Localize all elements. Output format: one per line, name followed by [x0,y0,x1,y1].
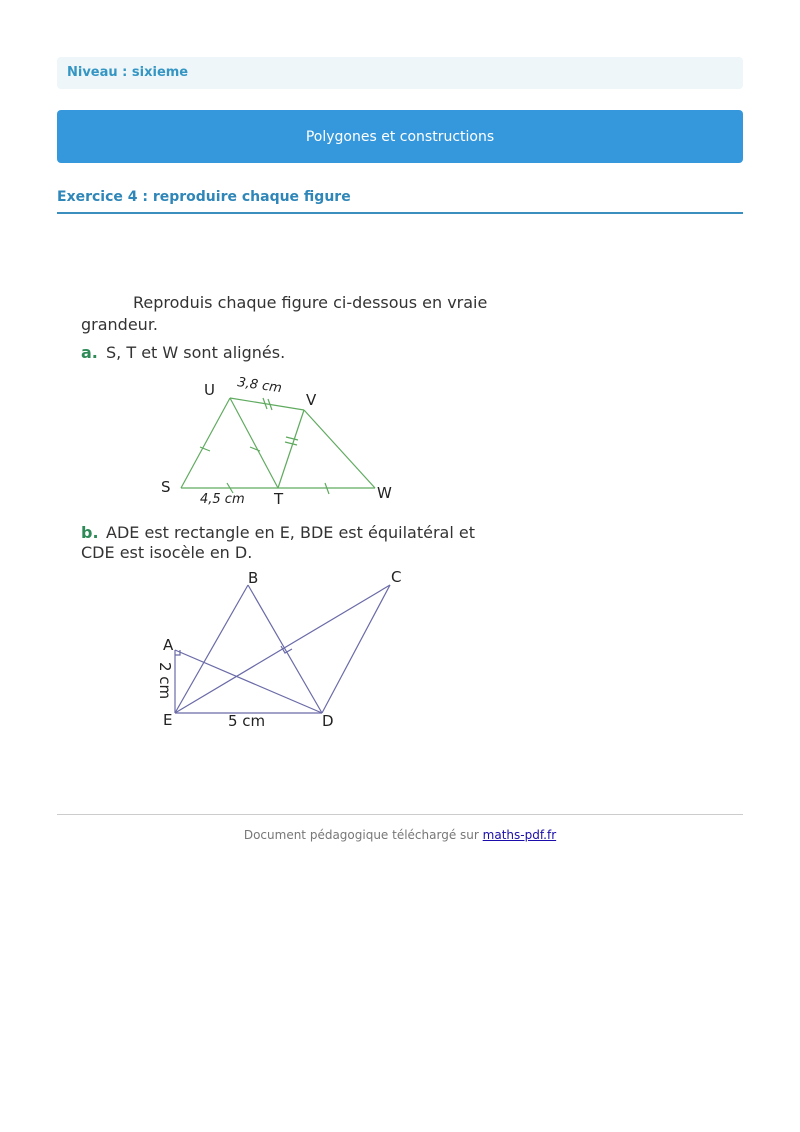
tick-vt-1 [286,437,298,440]
footer-text: Document pédagogique téléchargé sur [243,828,479,842]
chapter-title-banner [57,110,743,163]
tick-ut [250,447,260,451]
label-v: V [306,391,317,409]
label-d: D [322,712,334,730]
level-label: Niveau : sixieme [67,65,189,80]
footer [57,828,743,842]
label-b: B [248,569,259,587]
length-ed: 5 cm [228,712,266,730]
segment-vw [304,410,375,488]
exercise-figure-image [70,285,500,745]
figure-a [181,398,375,494]
label-w: W [377,484,392,502]
chapter-title: Polygones et constructions [305,128,495,145]
label-a: A [163,636,174,654]
instruction-line-1: Reproduis chaque figure ci-dessous en vraie [133,293,488,312]
label-e: E [163,711,173,729]
segment-ut [230,398,278,488]
segment-dc [322,585,390,713]
segment-bd [248,585,322,713]
segment-eb [175,585,248,713]
label-t: T [274,490,284,508]
length-uv: 3,8 cm [236,375,283,397]
segment-vt [278,410,304,488]
length-ae: 2 cm [156,662,174,700]
part-b-text-line-2: CDE est isocèle en D. [81,543,253,562]
part-a-text: S, T et W sont alignés. [106,343,286,362]
level-box [57,57,743,89]
segment-ad [175,650,322,713]
part-b-text-line-1: ADE est rectangle en E, BDE est équilatéral et [106,523,475,542]
part-a-marker: a. [81,343,98,362]
footer-divider [57,814,743,815]
exercise-title: Exercice 4 : reproduire chaque figure [57,189,351,205]
figure-b [175,585,390,713]
footer-link[interactable]: maths-pdf.fr [482,828,557,842]
label-s: S [161,478,171,496]
label-c: C [391,568,402,586]
segment-su [181,398,230,488]
instruction-line-2: grandeur. [81,315,159,334]
length-st: 4,5 cm [200,492,245,507]
exercise-heading [57,186,743,214]
tick-vt-2 [285,442,297,445]
label-u: U [204,381,215,399]
part-b-marker: b. [81,523,99,542]
